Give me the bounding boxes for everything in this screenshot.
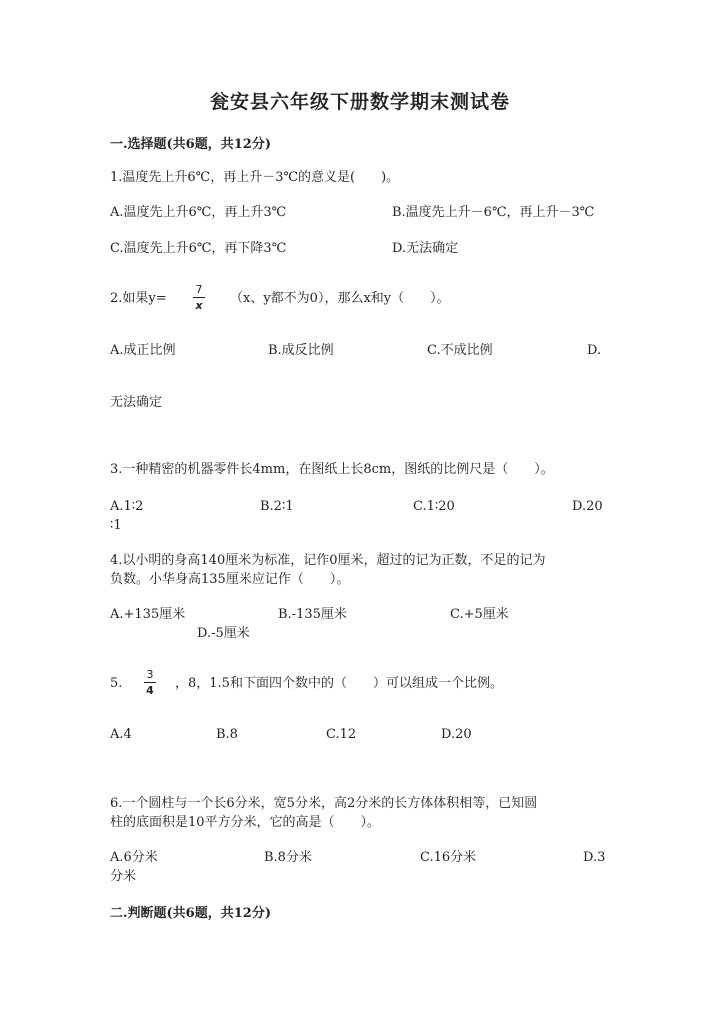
q3-option-d-continued: ∶1 <box>110 518 122 533</box>
q2-option-a: A.成正比例 <box>110 343 176 358</box>
q2-option-c: C.不成比例 <box>427 343 493 358</box>
q5-stem-prefix: 5. <box>110 676 123 691</box>
q2-fraction-denominator: x <box>195 299 203 312</box>
q1-option-a: A.温度先上升6℃，再上升3℃ <box>110 205 287 220</box>
q5-fraction-numerator: 3 <box>146 668 154 681</box>
q2-stem-suffix: （x、y都不为0），那么x和y（ ）。 <box>230 291 450 306</box>
q6-option-a: A.6分米 <box>110 850 158 865</box>
q6-option-c: C.16分米 <box>420 850 477 865</box>
q4-stem-line-1: 4.以小明的身高140厘米为标准，记作0厘米，超过的记为正数，不足的记为 <box>110 553 546 568</box>
q3-option-b: B.2∶1 <box>260 499 294 514</box>
q3-stem: 3.一种精密的机器零件长4mm，在图纸上长8cm，图纸的比例尺是（ ）。 <box>110 462 554 477</box>
q1-option-b: B.温度先上升－6℃，再上升－3℃ <box>392 205 595 220</box>
q6-option-d-continued: 分米 <box>110 869 137 884</box>
q5-fraction-bar <box>144 682 156 683</box>
q2-fraction-bar <box>193 297 205 298</box>
section-2-heading: 二.判断题(共6题，共12分) <box>110 906 271 921</box>
q6-option-b: B.8分米 <box>264 850 312 865</box>
q6-stem-line-2: 柱的底面积是10平方分米，它的高是（ ）。 <box>110 815 381 830</box>
page-title: 瓮安县六年级下册数学期末测试卷 <box>209 91 510 113</box>
q1-option-c: C.温度先上升6℃，再下降3℃ <box>110 241 287 256</box>
q5-option-b: B.8 <box>216 727 238 742</box>
q2-option-d: D. <box>587 343 602 358</box>
q1-option-d: D.无法确定 <box>392 241 459 256</box>
q5-option-a: A.4 <box>110 727 132 742</box>
q1-stem: 1.温度先上升6℃，再上升－3℃的意义是( )。 <box>110 170 400 185</box>
q5-fraction <box>142 668 158 697</box>
q4-option-d: D.-5厘米 <box>197 626 250 641</box>
q2-stem-prefix: 2.如果y= <box>110 291 167 306</box>
q3-option-c: C.1∶20 <box>413 499 455 514</box>
q4-stem-line-2: 负数。小华身高135厘米应记作（ ）。 <box>110 572 350 587</box>
q6-stem-line-1: 6.一个圆柱与一个长6分米，宽5分米，高2分米的长方体体积相等，已知圆 <box>110 796 538 811</box>
q2-option-d-continued: 无法确定 <box>110 395 163 410</box>
q4-option-c: C.+5厘米 <box>450 607 509 622</box>
q5-option-d: D.20 <box>441 727 472 742</box>
q5-option-c: C.12 <box>326 727 357 742</box>
q4-option-b: B.-135厘米 <box>278 607 347 622</box>
q3-option-d: D.20 <box>572 499 603 514</box>
section-1-heading: 一.选择题(共6题，共12分) <box>110 137 271 152</box>
q2-option-b: B.成反比例 <box>268 343 334 358</box>
q2-fraction <box>191 283 207 312</box>
q2-fraction-numerator: 7 <box>195 283 203 296</box>
q3-option-a: A.1∶2 <box>110 499 144 514</box>
q5-fraction-denominator: 4 <box>146 684 154 697</box>
q4-option-a: A.+135厘米 <box>110 607 186 622</box>
q5-stem-suffix: ，8，1.5和下面四个数中的（ ）可以组成一个比例。 <box>175 676 503 691</box>
q6-option-d: D.3 <box>583 850 606 865</box>
